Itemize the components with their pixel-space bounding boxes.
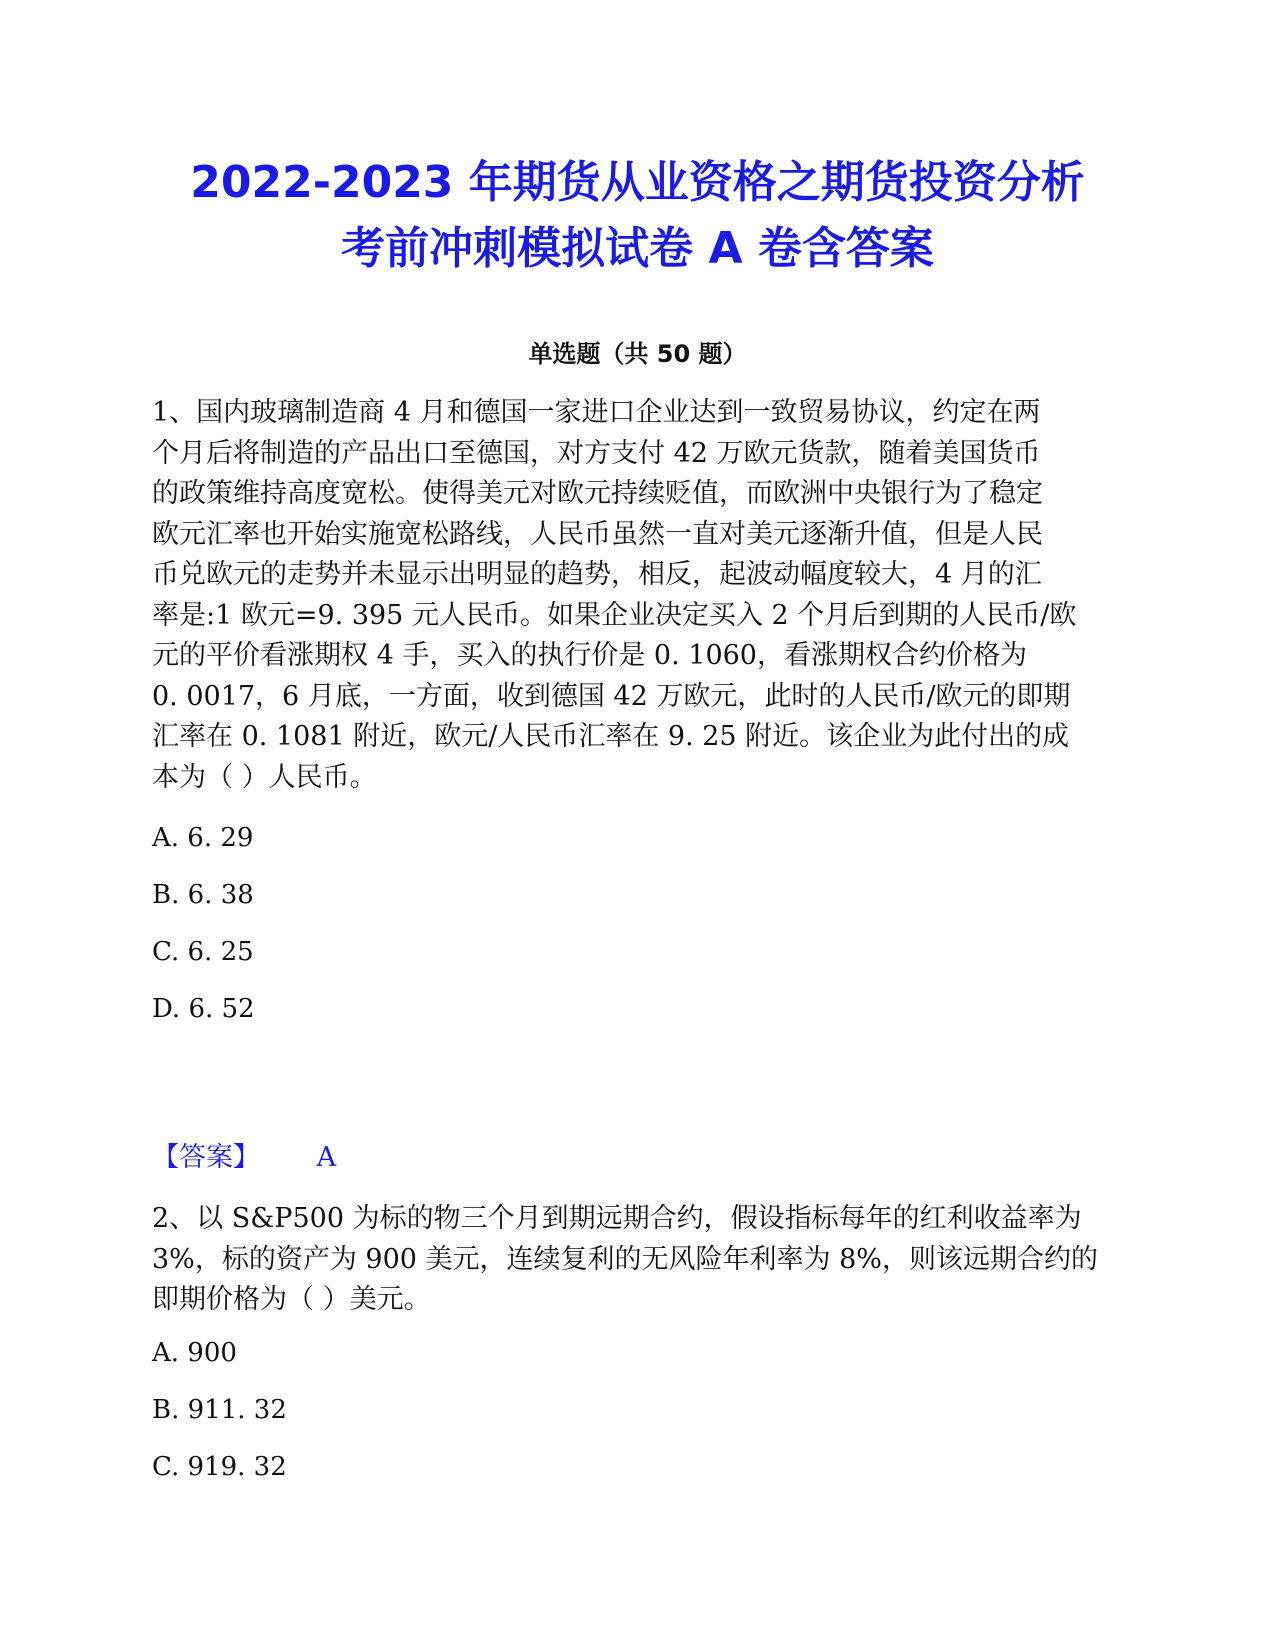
question-1-option-a: A. 6. 29 — [152, 823, 254, 853]
question-1-stem-line: 率是:1 欧元=9. 395 元人民币。如果企业决定买入 2 个月后到期的人民币/欧 — [152, 599, 1077, 631]
question-1-stem — [152, 393, 1127, 798]
question-1-stem-line: 元的平价看涨期权 4 手，买入的执行价是 0. 1060，看涨期权合约价格为 — [152, 640, 1027, 671]
answer-value: A — [316, 1142, 337, 1173]
question-1-stem-line: 个月后将制造的产品出口至德国，对方支付 42 万欧元货款，随着美国货币 — [152, 437, 1041, 469]
question-2-option-b: B. 911. 32 — [152, 1395, 287, 1425]
question-2-stem-line: 2、以 S&P500 为标的物三个月到期远期合约，假设指标每年的红利收益率为 — [152, 1203, 1082, 1234]
question-1-stem-line: 欧元汇率也开始实施宽松路线，人民币虽然一直对美元逐渐升值，但是人民 — [152, 518, 1043, 550]
question-1-stem-line: 币兑欧元的走势并未显示出明显的趋势，相反，起波动幅度较大，4 月的汇 — [152, 559, 1042, 590]
question-1-option-b: B. 6. 38 — [152, 880, 254, 910]
question-1-stem-line: 本为（ ）人民币。 — [152, 761, 377, 793]
question-1-option-d: D. 6. 52 — [152, 994, 255, 1024]
question-2-option-c: C. 919. 32 — [152, 1452, 287, 1482]
answer-label: 【答案】 — [152, 1142, 260, 1173]
question-2-stem-line: 3%，标的资产为 900 美元，连续复利的无风险年利率为 8%，则该远期合约的 — [152, 1243, 1098, 1275]
question-1-answer — [152, 1140, 336, 1176]
section-heading: 单选题（共 50 题） — [528, 340, 747, 368]
question-1-stem-line: 汇率在 0. 1081 附近，欧元/人民币汇率在 9. 25 附近。该企业为此付出的成 — [152, 721, 1070, 752]
question-1-option-c: C. 6. 25 — [152, 937, 254, 967]
question-1-stem-line: 的政策维持高度宽松。使得美元对欧元持续贬值，而欧洲中央银行为了稳定 — [152, 478, 1043, 509]
question-1-stem-line: 0. 0017，6 月底，一方面，收到德国 42 万欧元，此时的人民币/欧元的即期 — [152, 680, 1071, 712]
document-title-line-1: 2022-2023 年期货从业资格之期货投资分析 — [190, 157, 1085, 208]
document-title-line-2: 考前冲刺模拟试卷 A 卷含答案 — [341, 223, 934, 274]
question-2-stem-line: 即期价格为（ ）美元。 — [152, 1284, 431, 1315]
question-1-stem-line: 1、国内玻璃制造商 4 月和德国一家进口企业达到一致贸易协议，约定在两 — [152, 397, 1041, 428]
question-2-stem — [152, 1199, 1127, 1321]
question-2-option-a: A. 900 — [152, 1338, 237, 1368]
